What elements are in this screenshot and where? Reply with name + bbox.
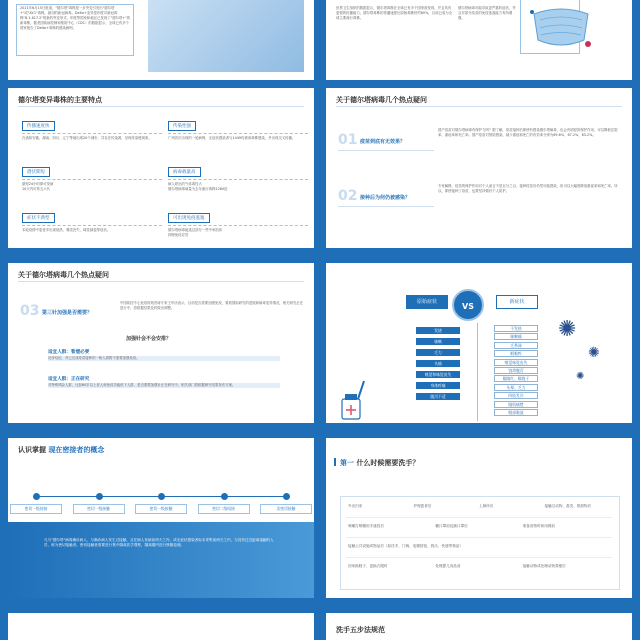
new-symptom: 眼肌痛楚 — [494, 401, 538, 408]
intro-image — [148, 0, 304, 72]
question-answer: 专家解释，疫苗的保护作用对个人而言不是百分之百，接种疫苗后仍然可能感染，但可以大幅度降低重症率和死亡率。所以，即使接种了疫苗，也要坚持做好个人防护。 — [438, 184, 618, 193]
sub-text: 对特殊风险人群，比如60岁以上老人和免疫功能低下人群，是否需要加强针正在研究中。相关部门将根据研究结果发布方案。 — [48, 383, 236, 387]
intro-right-text-2: 德尔塔病毒可能导致更严重的症状，并且对部分疫苗的免疫逃逸能力有所增强。 — [458, 6, 516, 20]
intro-right-text: 世界卫生组织的数据显示，德尔塔毒株在全球已有多个国家被发现，并且具有更强的传播能力。德尔塔毒株的传播速度比原始毒株快约60%，目前已成为全球主要流行毒株。 — [336, 6, 453, 20]
feature-head: 可出现免疫逃逸 — [168, 213, 210, 223]
timeline-dot — [283, 493, 290, 500]
wash-item: 接触过动物、禽类、排泄物后 — [544, 504, 592, 508]
question-divider — [338, 206, 434, 207]
wash-title-text: 什么时候需要洗手？ — [356, 459, 420, 467]
feature-head: 潜伏期短 — [22, 167, 50, 177]
contact-banner — [8, 522, 314, 598]
feature-head: 症状不典型 — [22, 213, 55, 223]
feature-body: 本轮疫情中患者多出现低热、嗅觉丧失、味觉减退等症状。 — [22, 225, 162, 233]
timeline-step: 密切二级间接 — [198, 504, 250, 514]
timeline-dot — [33, 493, 40, 500]
vs-badge: VS — [452, 289, 484, 321]
sub-text: 初步结论，对已完成疫苗接种的一般人群暂不需要加强免疫。 — [48, 356, 140, 360]
bottom-title: 洗手五步法规范 — [336, 626, 385, 634]
question-divider — [338, 150, 434, 151]
mask-icon — [526, 0, 596, 54]
wash-item: 准备食物时和用餐前 — [522, 524, 555, 528]
original-symptom: 乏力 — [416, 349, 460, 356]
new-symptom: 咽喉疼 — [494, 350, 538, 357]
question-label: 接种后为何仍被感染？ — [360, 195, 411, 201]
wash-title — [340, 458, 419, 468]
title-underline — [336, 106, 622, 107]
feature-head: 传染性强 — [168, 121, 196, 131]
feature-head: 传播速度快 — [22, 121, 55, 131]
new-symptom: 咳嗽痛 — [494, 333, 538, 340]
vaccine-bottle-icon — [332, 377, 376, 423]
virus-icon: ✺ — [558, 317, 577, 342]
new-symptom: 嗅觉味觉丧失 — [494, 359, 538, 366]
wash-title-num: 第一 — [340, 459, 354, 467]
feature-body: 广州首次出现的一轮病例，无症状感染者与1449均被该毒株感染，并出现交叉传播。 — [168, 133, 308, 141]
wash-row-divider — [346, 517, 612, 518]
wash-item: 接触公共设施或物品后（如扶手、门柄、电梯按钮、钱币、快递等物品） — [348, 544, 463, 548]
slide-symptom-compare — [326, 263, 632, 423]
feature-card — [22, 158, 162, 192]
new-symptom: 四肢发冷 — [494, 392, 538, 399]
hot-title: 关于德尔塔病毒几个热点疑问 — [18, 271, 109, 279]
question-label: 第三针加强是否需要？ — [42, 310, 93, 316]
new-symptoms-header: 新症状 — [496, 295, 538, 309]
timeline-step: 密切一级间接 — [10, 504, 62, 514]
timeline-dot — [158, 493, 165, 500]
wash-item: 上厕所后 — [479, 504, 494, 508]
hot-title: 关于德尔塔病毒几个热点疑问 — [336, 96, 427, 104]
new-symptom: 咽部黏液 — [494, 409, 538, 416]
original-symptom: 身体疼痛 — [416, 382, 460, 389]
wash-list-frame — [340, 496, 620, 590]
slide-bottom-left — [8, 613, 314, 640]
question-number: 03 — [20, 303, 40, 319]
intro-text: 2021年6月15日报道，"德尔塔"毒株是一步突变引发出"德尔塔+"或"AY.1"毒株，最初的新冠病毒。Delta+变异是印度对新冠毒株"B.1.617.2"的新的突变形式，印度等国家和地区已发现了"德尔塔+"的新毒株，据美国疾病控制和预防中心（CDC）的数据显示，全球已有多个国家报告了Delta+毒株的感染病例。 — [20, 6, 131, 30]
slide-hot-topics-1 — [326, 88, 632, 248]
wash-item: 接触动物或处理动物粪便后 — [522, 564, 566, 568]
booster-heading: 加强针会不会安排？ — [126, 336, 172, 342]
contact-title — [18, 445, 104, 455]
feature-body: 病人呼出的气体毒性大 德尔塔病毒载量为去年流行毒株1260倍 — [168, 179, 308, 192]
original-symptom: 腹泻不适 — [416, 393, 460, 400]
original-symptom: 头痛 — [416, 360, 460, 367]
wash-item: 回家换鞋子、更换衣服时 — [348, 564, 388, 568]
feature-body: 在诸如安徽、湖南、四川、辽宁等地出现20个城市，共存在传染源，呈现传染链现象。 — [22, 133, 162, 141]
title-underline — [18, 281, 304, 282]
feature-card — [168, 158, 308, 192]
sub-heading: 适宜人群：暂缓必要 — [48, 350, 90, 355]
virus-icon: ✺ — [576, 371, 585, 382]
contact-text: 凡与"德尔塔"病毒确诊病人，与确诊病人发生过接触，且在病人发病前两天之内，或无症状感染者标本采集前两天之内，与其有过近距离接触的人员，称为密切接触者。密切接触者需要进行集中隔离医学观察，隔离期内进行核酸检测。 — [44, 538, 274, 548]
contact-title-b: 现在密接者的概念 — [48, 446, 105, 454]
wash-item: 戴口罩前及摘口罩后 — [435, 524, 468, 528]
compare-spine — [477, 323, 478, 421]
timeline-step: 密切一级接触 — [73, 504, 125, 514]
wash-row-divider — [346, 557, 612, 558]
slide-features — [8, 88, 314, 248]
slide-intro-left — [8, 0, 314, 80]
new-symptom: 乏鼻涕 — [494, 342, 538, 349]
wash-item: 咳嗽打喷嚏用手遮挡后 — [348, 524, 384, 528]
slide-contact-concept — [8, 438, 314, 598]
original-symptom: 咳嗽 — [416, 338, 460, 345]
original-symptom: 发烧 — [416, 327, 460, 334]
question-answer: 国产疫苗对德尔塔病毒有保护力吗？据了解，疫苗接种后即使有感染德尔塔病毒，也会有明显的保护作用，可以降低住院率、重症率和死亡率。国产疫苗对预防感染、减少重症和死亡的有效率分别为69.6%、67.2%、63.2%。 — [438, 128, 618, 137]
wash-row-divider — [346, 537, 612, 538]
question-number: 01 — [338, 132, 358, 148]
feature-card — [168, 204, 308, 238]
slide-wash-hands — [326, 438, 632, 598]
timeline-dot — [221, 493, 228, 500]
feature-card — [22, 204, 162, 233]
timeline-step: 密切一级接触 — [135, 504, 187, 514]
slide-hot-topics-2 — [8, 263, 314, 423]
question-label: 疫苗到底有无效果？ — [360, 139, 406, 145]
feature-body: 最短24小时即可发病 10天内可传五六代 — [22, 179, 162, 192]
new-symptom: 眼睛红、喉咙干 — [494, 375, 538, 382]
wash-item: 处理婴儿食品前 — [435, 564, 461, 568]
sub-heading: 适宜人群：正在研究 — [48, 377, 90, 382]
feature-head: 病毒载量高 — [168, 167, 201, 177]
feature-body: 德尔塔病毒能逃过部分一些中和抗体 抑制免疫应答 — [168, 225, 308, 238]
title-underline — [18, 106, 304, 107]
new-symptom: 饶命腹泻 — [494, 367, 538, 374]
original-symptom: 嗅觉和味觉丧失 — [416, 371, 460, 378]
contact-title-a: 认识掌握 — [18, 446, 46, 454]
slide-bottom-right — [326, 613, 632, 640]
wash-item: 外出归来 — [348, 504, 363, 508]
question-number: 02 — [338, 188, 358, 204]
new-symptom: 头晕、乏力 — [494, 384, 538, 391]
title-accent-bar — [334, 458, 336, 466]
virus-icon: ✺ — [588, 345, 600, 361]
feature-card — [168, 112, 308, 141]
timeline-step: 次密切接触 — [260, 504, 312, 514]
wash-item: 护理患者后 — [413, 504, 432, 508]
timeline-dot — [96, 493, 103, 500]
new-symptom: 不发热 — [494, 325, 538, 332]
original-symptoms-header: 原始症状 — [406, 295, 448, 309]
slide-intro-right — [326, 0, 632, 80]
question-answer: 中国疾控中心免疫规划首席专家王华庆表示，目前是否需要加强免疫，要看国际研究的进展和病毒变异情况，相关研究正在进行中，将根据结果及时做出调整。 — [120, 301, 304, 310]
feature-card — [22, 112, 162, 141]
features-title: 德尔塔变异毒株的主要特点 — [18, 96, 102, 104]
